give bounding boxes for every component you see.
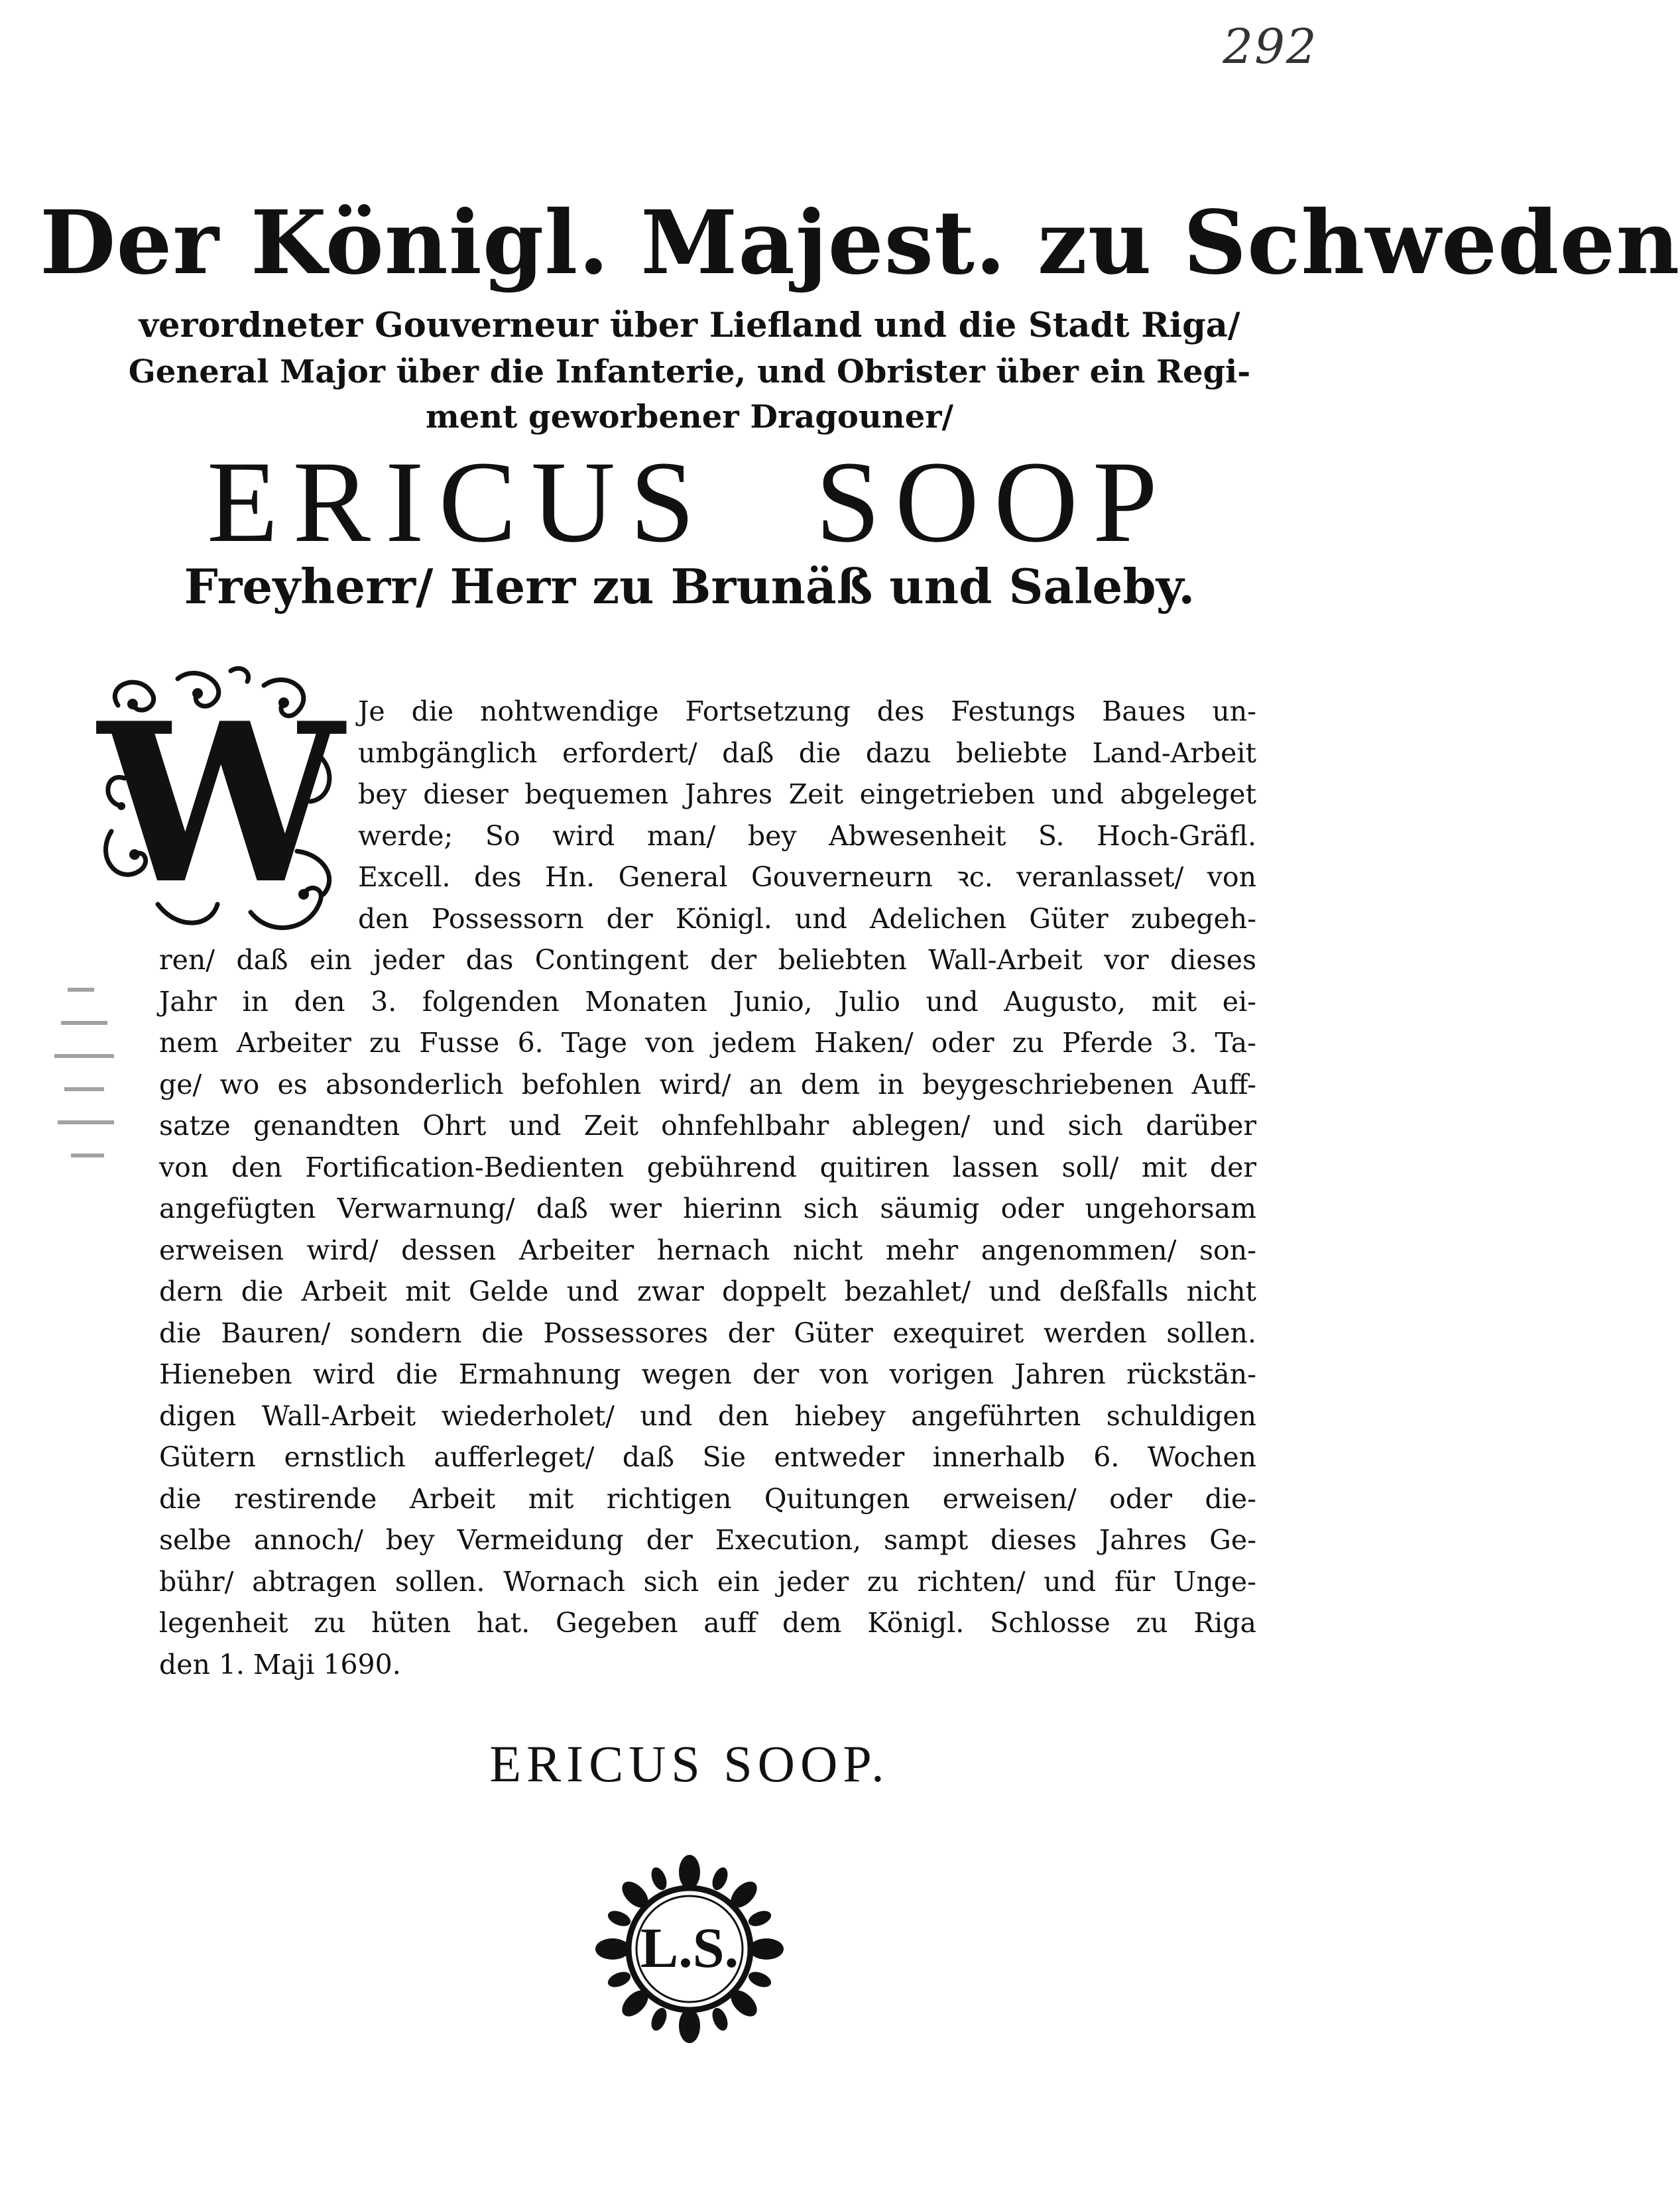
body-line: Je die nohtwendige Fortsetzung des Festungs Baues un- [358, 695, 1256, 727]
signature: ERICUS SOOP. [489, 1735, 890, 1793]
seal-stamp [590, 1850, 789, 2048]
body-line: Gütern ernstlich aufferleget/ daß Sie entweder innerhalb 6. Wochen [159, 1441, 1256, 1473]
body-line: werde; So wird man/ bey Abwesenheit S. Hoch-Gräfl. [358, 819, 1256, 852]
body-line: umbgänglich erfordert/ daß die dazu beliebte Land-Arbeit [358, 737, 1256, 769]
body-line: den 1. Maji 1690. [159, 1648, 401, 1681]
body-line: ren/ daß ein jeder das Contingent der beliebten Wall-Arbeit vor dieses [159, 944, 1256, 976]
decree-subtitle-line-2: General Major über die Infanterie, und Obrister über ein Regi- [128, 353, 1251, 390]
body-line: die restirende Arbeit mit richtigen Quitungen erweisen/ oder die- [159, 1482, 1256, 1515]
decree-subtitle-line-1: verordneter Gouverneur über Liefland und die Stadt Riga/ [139, 306, 1240, 345]
body-line: selbe annoch/ bey Vermeidung der Execution, sampt dieses Jahres Ge- [159, 1524, 1256, 1556]
margin-stamp-mark [48, 981, 134, 1187]
issuer-first-name: ERICUS [207, 438, 709, 567]
body-line: legenheit zu hüten hat. Gegeben auff dem Königl. Schlosse zu Riga [159, 1607, 1256, 1639]
body-line: bühr/ abtragen sollen. Wornach sich ein jeder zu richten/ und für Unge- [159, 1565, 1256, 1598]
decree-title: Der Königl. Majest. zu Schweden [40, 192, 1680, 294]
body-line: erweisen wird/ dessen Arbeiter hernach nicht mehr angenommen/ son- [159, 1234, 1256, 1266]
decree-body [159, 691, 1256, 1685]
body-line: angefügten Verwarnung/ daß wer hierinn sich säumig oder ungehorsam [159, 1193, 1256, 1224]
body-line: dern die Arbeit mit Gelde und zwar doppelt bezahlet/ und deßfalls nicht [159, 1275, 1256, 1307]
body-line: nem Arbeiter zu Fusse 6. Tage von jedem Haken/ oder zu Pferde 3. Ta- [159, 1027, 1256, 1059]
issuer-titles: Freyherr/ Herr zu Brunäß und Saleby. [184, 558, 1195, 615]
body-line: bey dieser bequemen Jahres Zeit eingetrieben und abgeleget [358, 778, 1256, 810]
body-line: satze genandten Ohrt und Zeit ohnfehlbahr ablegen/ und sich darüber [159, 1110, 1256, 1142]
body-line: Jahr in den 3. folgenden Monaten Junio, Julio und Augusto, mit ei- [159, 985, 1256, 1018]
seal-text: L.S. [640, 1916, 739, 1979]
issuer-name [40, 438, 1339, 567]
initial-letter: W [98, 675, 344, 932]
body-line: ge/ wo es absonderlich befohlen wird/ an dem in beygeschriebenen Auff- [159, 1068, 1256, 1100]
decree-subtitle-line-3: ment geworbener Dragouner/ [425, 398, 954, 436]
body-line: digen Wall-Arbeit wiederholet/ und den hiebey angeführten schuldigen [159, 1399, 1256, 1432]
issuer-last-name: SOOP [815, 438, 1172, 567]
body-line: den Possessorn der Königl. und Adelichen Güter zubegeh- [358, 902, 1256, 935]
body-line: Excell. des Hn. General Gouverneurn ꝛc. veranlasset/ von [358, 861, 1256, 893]
body-line: Hieneben wird die Ermahnung wegen der von vorigen Jahren rückstän- [159, 1358, 1256, 1390]
body-line: die Bauren/ sondern die Possessores der Güter exequiret werden sollen. [159, 1317, 1256, 1349]
page-number: 292 [1223, 19, 1318, 74]
body-line: von den Fortification-Bedienten gebührend quitiren lassen soll/ mit der [159, 1151, 1256, 1183]
